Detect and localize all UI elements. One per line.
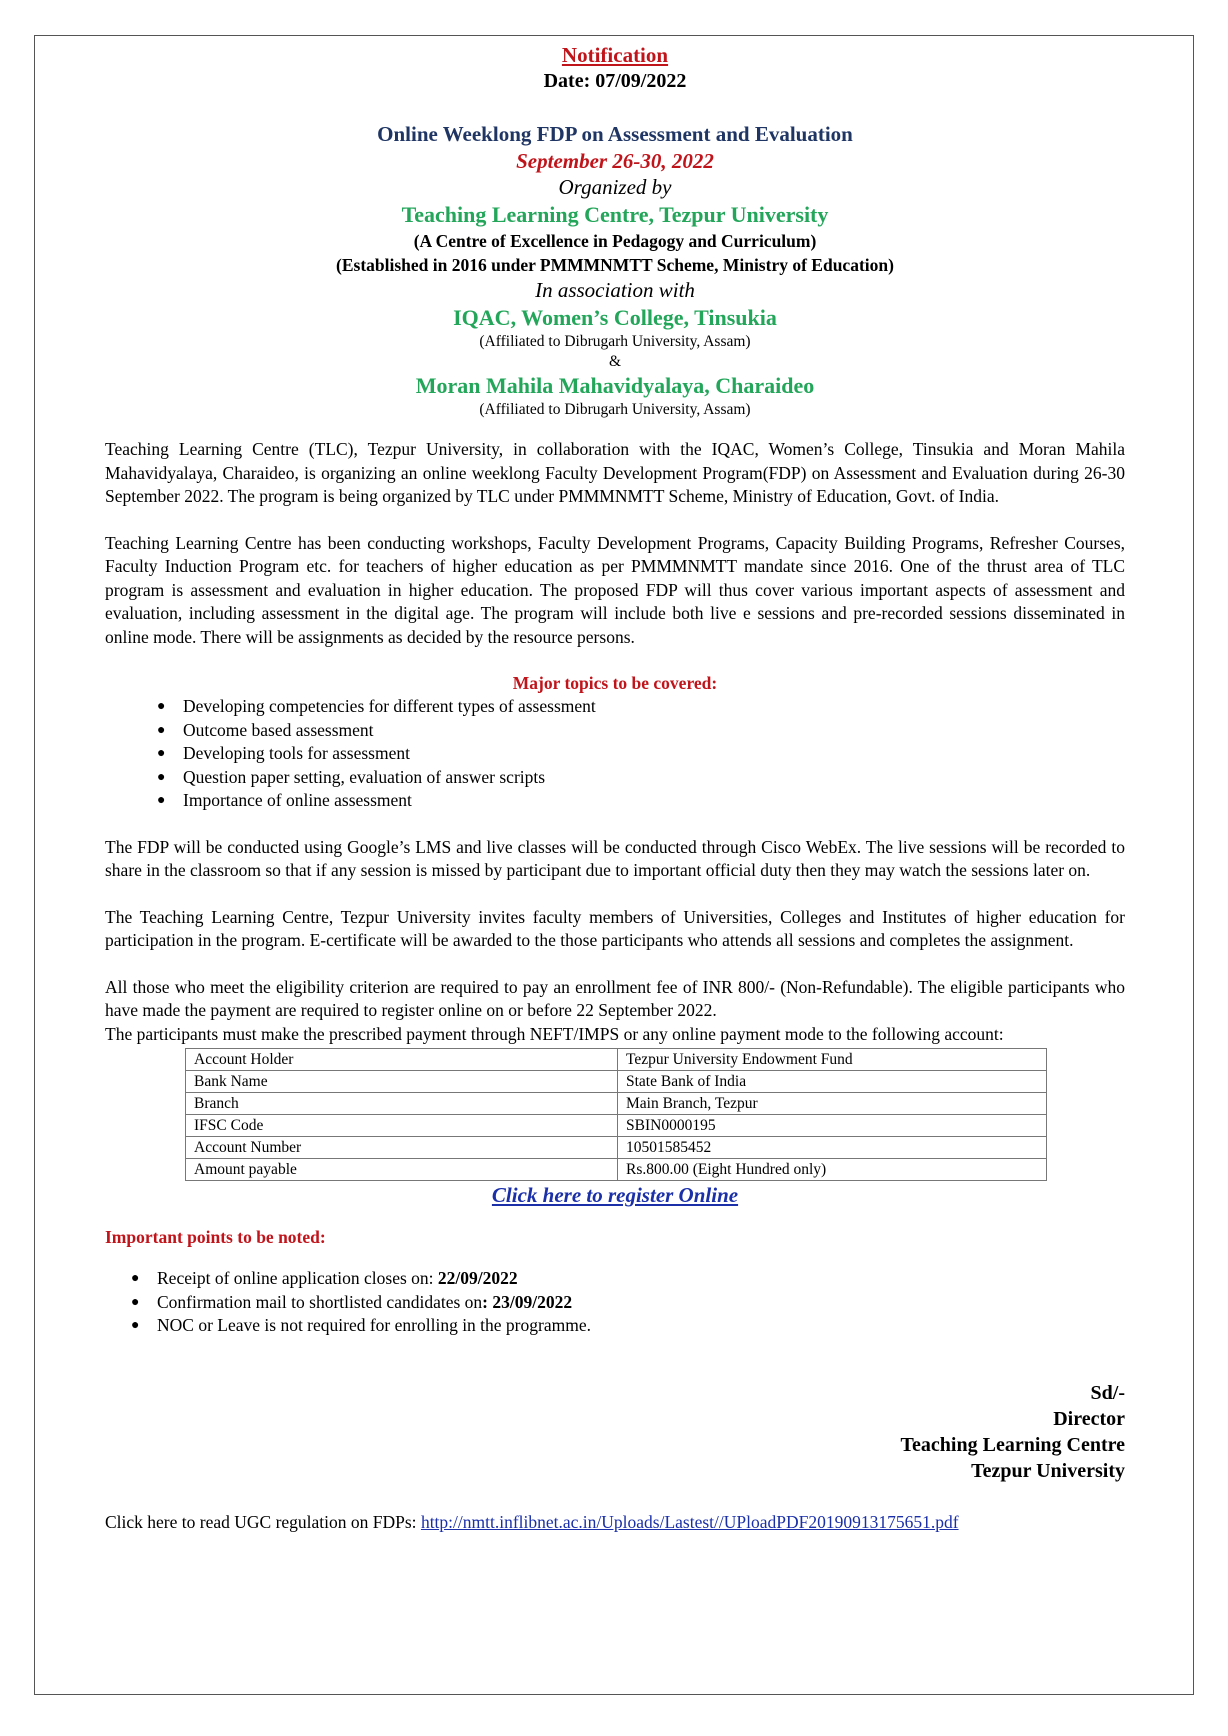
list-item	[131, 1267, 1125, 1291]
notification-page	[34, 35, 1194, 1695]
signature-university: Tezpur University	[971, 1459, 1125, 1482]
organizer-name: Teaching Learning Centre, Tezpur University	[401, 202, 829, 227]
topic-text: Question paper setting, evaluation of answer scripts	[183, 766, 546, 787]
intro-paragraph: Teaching Learning Centre (TLC), Tezpur University, in collaboration with the IQAC, Women’s College, Tinsukia and Moran Mahila Mahavidyalaya, Charaideo, is organizing an online weeklong Faculty Development Program(FDP) on Assessment and Evaluation during 26-30 September 2022. The program is being organized by TLC under PMMMNMTT Scheme, Ministry of Education, Govt. of India.	[105, 439, 1125, 506]
organized-by: Organized by	[558, 175, 672, 199]
fdp-title: Online Weeklong FDP on Assessment and Evaluation	[377, 122, 853, 146]
signature-centre: Teaching Learning Centre	[900, 1433, 1125, 1456]
payment-paragraph: The participants must make the prescribed payment through NEFT/IMPS or any online payment mode to the following account:	[105, 1023, 1004, 1044]
account-label: Account Holder	[186, 1049, 618, 1071]
signature-block	[105, 1380, 1125, 1484]
topics-list	[105, 695, 1125, 813]
bullet-icon: ●	[157, 746, 166, 761]
bullet-icon: ●	[157, 699, 166, 714]
bullet-icon: ●	[131, 1318, 140, 1333]
table-row	[186, 1115, 1047, 1137]
important-date: 22/09/2022	[437, 1268, 518, 1288]
platform-paragraph: The FDP will be conducted using Google’s LMS and live classes will be conducted through Cisco WebEx. The live sessions will be recorded to share in the classroom so that if any session is missed by participant due to important official duty then they may watch the sessions later on.	[105, 836, 1125, 880]
topics-heading: Major topics to be covered:	[512, 673, 718, 693]
partner-2-name: Moran Mahila Mahavidyalaya, Charaideo	[415, 373, 815, 398]
list-item	[157, 695, 1125, 719]
notification-date: Date: 07/09/2022	[543, 70, 687, 92]
account-label: Account Number	[186, 1137, 618, 1159]
account-label: Bank Name	[186, 1071, 618, 1093]
account-value: SBIN0000195	[618, 1115, 1047, 1137]
fdp-dates: September 26-30, 2022	[516, 149, 714, 173]
list-item	[157, 789, 1125, 813]
account-value: Rs.800.00 (Eight Hundred only)	[618, 1159, 1047, 1181]
list-item	[157, 719, 1125, 743]
ugc-regulation-line	[105, 1510, 1125, 1534]
organizer-subtitle-2: (Established in 2016 under PMMMNMTT Scheme, Ministry of Education)	[336, 255, 894, 275]
account-label: Amount payable	[186, 1159, 618, 1181]
bullet-icon: ●	[157, 769, 166, 785]
partner-1-name: IQAC, Women’s College, Tinsukia	[453, 305, 777, 330]
signature-sd: Sd/-	[1090, 1381, 1125, 1404]
bullet-icon: ●	[131, 1294, 140, 1310]
ugc-regulation-link[interactable]: http://nmtt.inflibnet.ac.in/Uploads/Lastest//UPloadPDF20190913175651.pdf	[420, 1511, 959, 1532]
important-date: : 23/09/2022	[482, 1291, 573, 1312]
organizer-subtitle-1: (A Centre of Excellence in Pedagogy and Curriculum)	[413, 231, 817, 251]
important-text: Confirmation mail to shortlisted candidates on	[157, 1291, 483, 1312]
invitation-paragraph: The Teaching Learning Centre, Tezpur University invites faculty members of Universities, Colleges and Institutes of higher education for participation in the program. E-certificate will be awarded to the those participants who attends all sessions and completes the assignment.	[105, 906, 1125, 950]
table-row	[186, 1159, 1047, 1181]
signature-designation: Director	[1053, 1407, 1125, 1430]
table-row	[186, 1049, 1047, 1071]
bullet-icon: ●	[157, 722, 166, 738]
account-table	[185, 1048, 1047, 1181]
table-row	[186, 1071, 1047, 1093]
account-value: Main Branch, Tezpur	[618, 1093, 1047, 1115]
important-text: Receipt of online application closes on:	[157, 1268, 438, 1288]
list-item	[157, 766, 1125, 790]
table-row	[186, 1137, 1047, 1159]
ugc-text: Click here to read UGC regulation on FDPs:	[105, 1511, 421, 1532]
notification-heading: Notification	[561, 43, 669, 67]
background-paragraph: Teaching Learning Centre has been conducting workshops, Faculty Development Programs, Capacity Building Programs, Refresher Courses, Faculty Induction Program etc. for teachers of higher education as per PMMMNMTT mandate since 2016. One of the thrust area of TLC program is assessment and evaluation in higher education. The proposed FDP will thus cover various important aspects of assessment and evaluation, including assessment in the digital age. The program will include both live e sessions and pre-recorded sessions disseminated in online mode. There will be assignments as decided by the resource persons.	[105, 532, 1125, 647]
account-value: State Bank of India	[618, 1071, 1047, 1093]
ampersand: &	[608, 353, 622, 370]
document-content	[105, 42, 1125, 1534]
account-value: 10501585452	[618, 1137, 1047, 1159]
important-list	[105, 1267, 1125, 1338]
topic-text: Importance of online assessment	[183, 790, 412, 810]
list-item	[131, 1314, 1125, 1338]
partner-2-affiliation: (Affiliated to Dibrugarh University, Assam)	[479, 401, 751, 418]
partner-1-affiliation: (Affiliated to Dibrugarh University, Assam)	[479, 333, 751, 350]
account-label: Branch	[186, 1093, 618, 1115]
important-heading: Important points to be noted:	[105, 1227, 326, 1247]
bullet-icon: ●	[157, 793, 166, 808]
topic-text: Outcome based assessment	[183, 719, 374, 740]
table-row	[186, 1093, 1047, 1115]
account-label: IFSC Code	[186, 1115, 618, 1137]
association-line: In association with	[535, 278, 695, 302]
important-text: NOC or Leave is not required for enrolling in the programme.	[157, 1315, 591, 1335]
bullet-icon: ●	[131, 1271, 140, 1286]
topic-text: Developing competencies for different types of assessment	[183, 696, 596, 716]
list-item	[131, 1291, 1125, 1315]
topic-text: Developing tools for assessment	[183, 743, 410, 763]
account-value: Tezpur University Endowment Fund	[618, 1049, 1047, 1071]
fee-paragraph: All those who meet the eligibility criterion are required to pay an enrollment fee of INR 800/- (Non-Refundable). The eligible participants who have made the payment are required to register online on or before 22 September 2022.	[105, 976, 1125, 1020]
register-online-link[interactable]: Click here to register Online	[491, 1183, 739, 1207]
list-item	[157, 742, 1125, 766]
